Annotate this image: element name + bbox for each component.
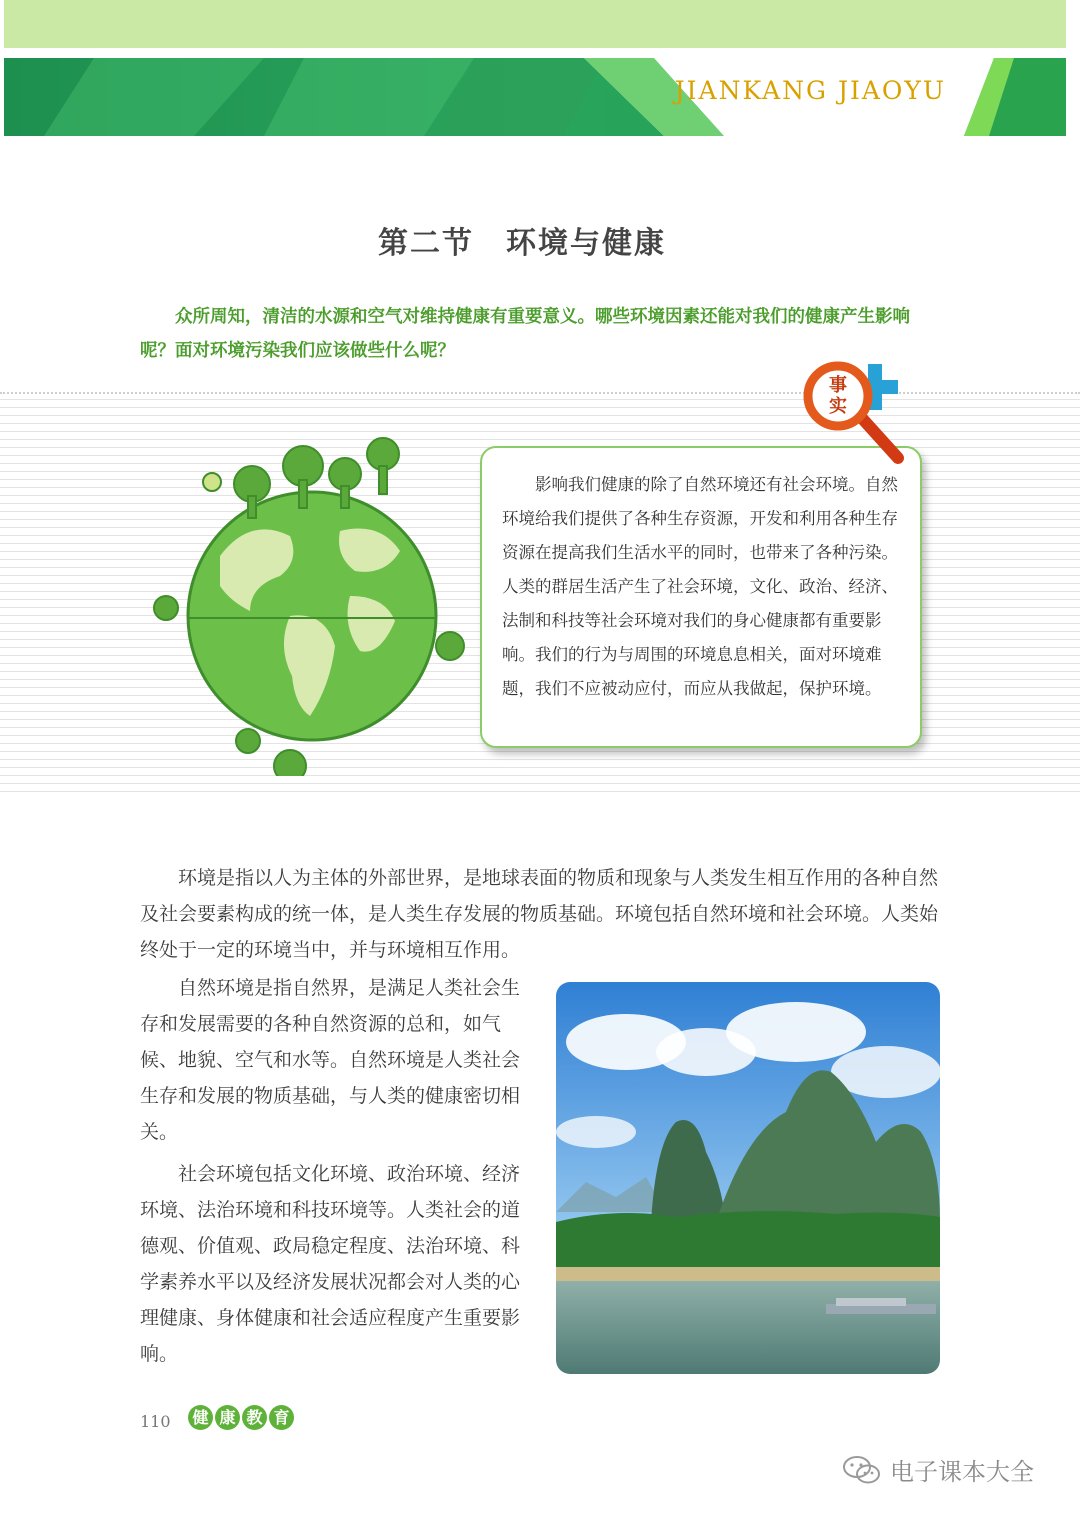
green-earth-illustration bbox=[140, 436, 480, 776]
fact-box bbox=[480, 446, 922, 748]
fact-box-text: 影响我们健康的除了自然环境还有社会环境。自然环境给我们提供了各种生存资源，开发和利用各种生存资源在提高我们生活水平的同时，也带来了各种污染。人类的群居生活产生了社会环境，文化、政治、经济、法制和科技等社会环境对我们的身心健康都有重要影响。我们的行为与周围的环境息息相关，面对环境难题，我们不应被动应付，而应从我做起，保护环境。 bbox=[502, 475, 898, 698]
paragraph-text: 自然环境是指自然界，是满足人类社会生存和发展需要的各种自然资源的总和，如气候、地貌、空气和水等。自然环境是人类社会生存和发展的物质基础，与人类的健康密切相关。 bbox=[140, 977, 521, 1143]
body-paragraph-1 bbox=[140, 860, 942, 968]
badge-char-1: 事 bbox=[829, 375, 847, 396]
logo-char: 健 bbox=[188, 1405, 213, 1430]
chapter-banner bbox=[4, 58, 1066, 136]
watermark bbox=[842, 1452, 1034, 1487]
intro-question: 众所周知，清洁的水源和空气对维持健康有重要意义。哪些环境因素还能对我们的健康产生影响呢？面对环境污染我们应该做些什么呢？ bbox=[140, 307, 910, 361]
watermark-text: 电子课本大全 bbox=[890, 1458, 1034, 1486]
paragraph-text: 社会环境包括文化环境、政治环境、经济环境、法治环境和科技环境等。人类社会的道德观、价值观、政局稳定程度、法治环境、科学素养水平以及经济发展状况都会对人类的心理健康、身体健康和社会适应程度产生重要影响。 bbox=[140, 1163, 521, 1365]
landscape-photo bbox=[556, 982, 940, 1374]
banner-series-title: JIANKANG JIAOYU bbox=[674, 76, 946, 105]
logo-char: 育 bbox=[269, 1405, 294, 1430]
logo-char: 教 bbox=[242, 1405, 267, 1430]
body-paragraph-2 bbox=[140, 970, 528, 1150]
book-title-logo bbox=[188, 1405, 294, 1430]
body-paragraph-3 bbox=[140, 1156, 528, 1372]
wechat-icon bbox=[842, 1454, 882, 1486]
page-number: 110 bbox=[140, 1412, 171, 1431]
logo-char: 康 bbox=[215, 1405, 240, 1430]
section-title: 第二节 环境与健康 bbox=[378, 226, 666, 261]
paragraph-text: 环境是指以人为主体的外部世界，是地球表面的物质和现象与人类发生相互作用的各种自然及社会要素构成的统一体，是人类生存发展的物质基础。环境包括自然环境和社会环境。人类始终处于一定的环境当中，并与环境相互作用。 bbox=[140, 867, 939, 961]
dotted-divider bbox=[0, 392, 1080, 394]
magnifier-plus-icon bbox=[800, 358, 914, 472]
top-color-strip bbox=[4, 0, 1066, 48]
badge-char-2: 实 bbox=[829, 396, 847, 417]
